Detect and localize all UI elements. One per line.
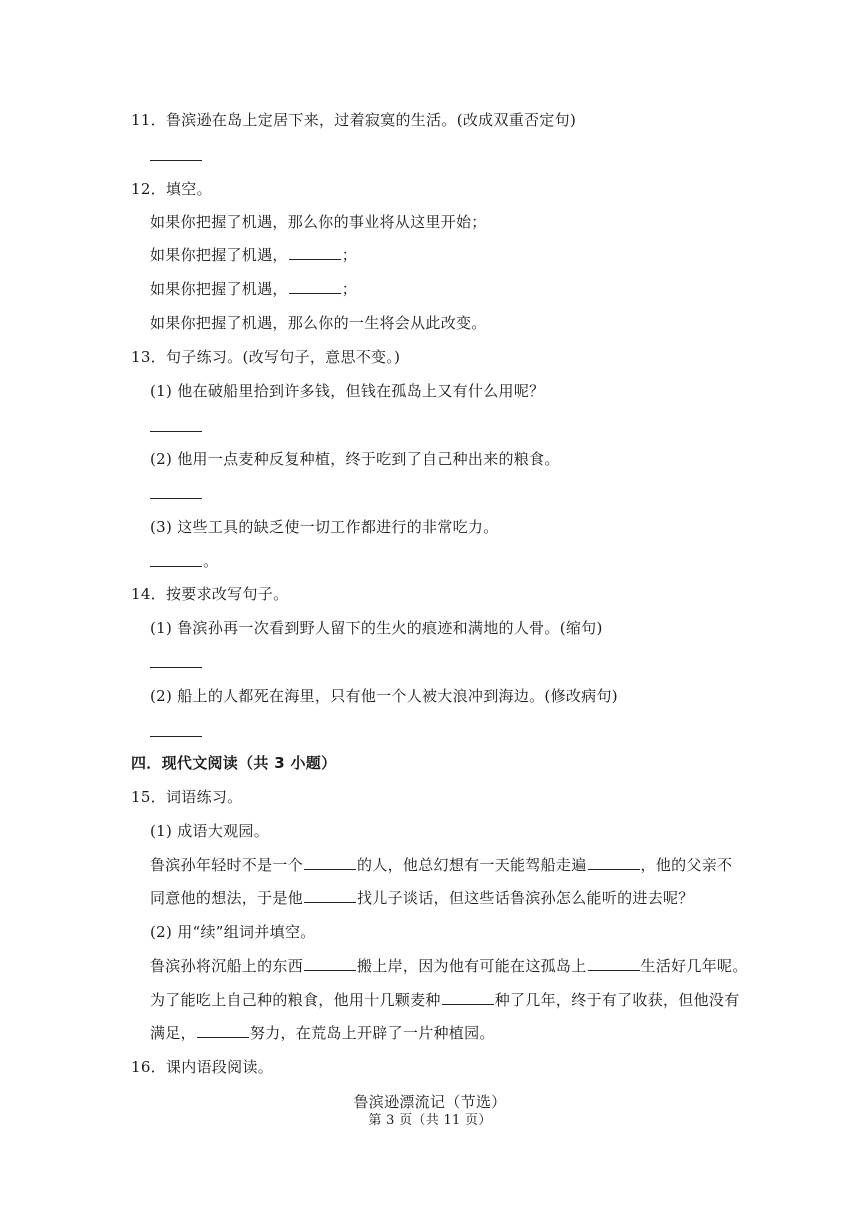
q15-blank-5[interactable] [588,956,640,971]
question-11: 11．鲁滨逊在岛上定居下来，过着寂寞的生活。(改成双重否定句) [131,111,577,129]
q13-sentence-3: (3) 这些工具的缺乏使一切工作都进行的非常吃力。 [150,518,499,536]
q12-blank-1[interactable] [289,245,341,260]
q12-blank-2[interactable] [289,279,341,294]
q15-p1-text-a: 鲁滨孙年轻时不是一个 [150,856,304,874]
passage-title: 鲁滨逊漂流记（节选） [353,1093,507,1111]
q15-blank-7[interactable] [197,1023,249,1038]
q15-p2-text-g: 努力，在荒岛上开辟了一片种植园。 [249,1024,495,1042]
q15-part-1: (1) 成语大观园。 [150,822,270,840]
q12-line-1: 如果你把握了机遇，那么你的事业将从这里开始； [150,213,487,231]
q15-blank-4[interactable] [304,956,356,971]
question-13-title: 13．句子练习。(改写句子，意思不变。) [131,348,401,366]
q13-sentence-2: (2) 他用一点麦种反复种植，终于吃到了自己种出来的粮食。 [150,450,560,468]
q15-p2-text-d: 为了能吃上自己种的粮食，他用十几颗麦种 [150,991,441,1009]
answer-blank-14-2[interactable] [150,736,202,737]
q14-sentence-1: (1) 鲁滨孙再一次看到野人留下的生火的痕迹和满地的人骨。(缩句) [150,619,603,637]
q13-sentence-1: (1) 他在破船里拾到许多钱，但钱在孤岛上又有什么用呢？ [150,382,545,400]
q13-sentence-3-end: 。 [203,552,219,570]
question-16-title: 16．课内语段阅读。 [131,1058,274,1076]
q15-p2-line-3 [150,1023,495,1043]
q15-p2-line-2 [150,990,740,1010]
q15-p2-line-1 [150,956,748,976]
q12-line-2 [150,245,357,265]
page-footer: 第 3 页（共 11 页） [368,1113,492,1128]
q15-p1-line-2 [150,888,694,908]
q15-p1-text-b: 的人，他总幻想有一天能驾船走遍 [357,856,587,874]
answer-blank-13-2[interactable] [150,498,202,499]
q15-part-2: (2) 用“续”组词并填空。 [150,923,316,941]
q15-p2-text-f: 满足， [150,1024,196,1042]
answer-blank-13-1[interactable] [150,431,202,432]
q15-p2-text-a: 鲁滨孙将沉船上的东西 [150,957,304,975]
q15-p2-text-c: 生活好几年呢。 [640,957,748,975]
q12-line-3-prefix: 如果你把握了机遇， [150,280,288,298]
section-4-heading: 四．现代文阅读（共 3 小题） [131,754,337,772]
answer-blank-13-3[interactable] [150,566,202,567]
q15-p2-text-e: 种了几年，终于有了收获，但他没有 [494,991,740,1009]
q15-p1-text-e: 找儿子谈话，但这些话鲁滨孙怎么能听的进去呢？ [357,889,694,907]
q15-p1-text-c: ，他的父亲不 [640,856,733,874]
question-12-title: 12．填空。 [131,180,212,198]
answer-blank-14-1[interactable] [150,667,202,668]
q15-blank-1[interactable] [304,855,356,870]
q14-sentence-2: (2) 船上的人都死在海里，只有他一个人被大浪冲到海边。(修改病句) [150,687,618,705]
q12-line-2-suffix: ； [341,246,358,264]
answer-blank-11[interactable] [150,160,202,161]
q12-line-3-suffix: ； [341,280,358,298]
q12-line-4: 如果你把握了机遇，那么你的一生将会从此改变。 [150,314,487,332]
question-14-title: 14．按要求改写句子。 [131,585,289,603]
q15-blank-3[interactable] [304,888,356,903]
question-15-title: 15．词语练习。 [131,788,243,806]
q15-p1-line-1 [150,855,732,875]
q12-line-2-prefix: 如果你把握了机遇， [150,246,288,264]
q15-blank-6[interactable] [442,990,494,1005]
q15-blank-2[interactable] [588,855,640,870]
q12-line-3 [150,279,357,299]
q15-p2-text-b: 搬上岸，因为他有可能在这孤岛上 [357,957,587,975]
q15-p1-text-d: 同意他的想法，于是他 [150,889,304,907]
